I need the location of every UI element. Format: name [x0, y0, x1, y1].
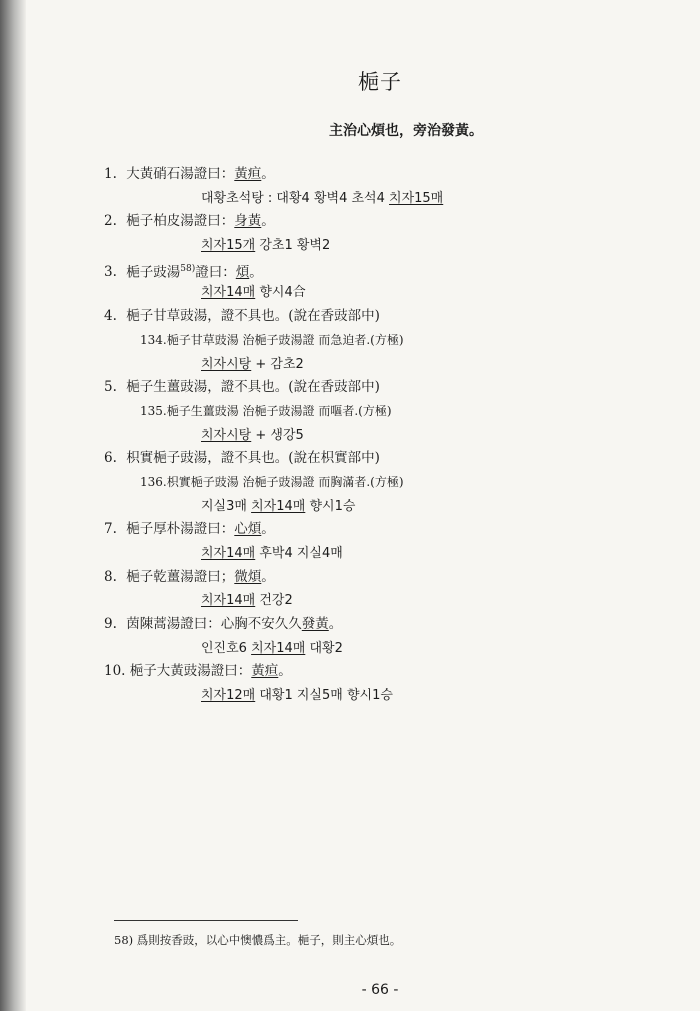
entry-6-prescription: 지실3매 치자14매 향시1승	[201, 498, 356, 514]
entry-6-gardenia-dose: 치자14매	[251, 498, 306, 514]
entry-2-heading: 2. 梔子柏皮湯證曰：身黃。	[104, 213, 275, 230]
page-binding-shadow	[0, 0, 26, 1011]
entry-2-symptom: 身黃	[234, 213, 262, 230]
footnote-ref-58: 58)	[180, 263, 196, 274]
entry-5-prescription: 치자시탕 + 생강5	[201, 427, 304, 443]
entry-9-gardenia-dose: 치자14매	[251, 640, 306, 656]
entry-10-prescription: 치자12매 대황1 지실5매 향시1승	[201, 688, 393, 704]
entry-8-prescription: 치자14매 건강2	[201, 593, 293, 609]
entry-4-prescription: 치자시탕 + 감초2	[201, 356, 304, 372]
entry-9-prescription: 인진호6 치자14매 대황2	[201, 640, 343, 656]
page-number: - 66 -	[361, 982, 399, 998]
entry-4-base-formula: 치자시탕	[201, 356, 252, 372]
entry-7-heading: 7. 梔子厚朴湯證曰：心煩。	[104, 521, 275, 538]
footnote-58: 58) 爲則按香豉，以心中懊憹爲主。梔子，則主心煩也。	[114, 933, 402, 947]
entry-list	[104, 163, 660, 708]
entry-4-formula-note: 134.梔子甘草豉湯 治梔子豉湯證 而急迫者.(方極)	[140, 332, 404, 347]
entry-1-gardenia-dose: 치자15매	[389, 190, 444, 206]
entry-4-heading: 4. 梔子甘草豉湯，證不具也。(說在香豉部中)	[104, 308, 380, 325]
entry-8-heading: 8. 梔子乾薑湯證曰；微煩。	[104, 568, 275, 585]
entry-7-gardenia-dose: 치자14매	[201, 546, 256, 561]
footnote-divider	[114, 920, 298, 921]
page-title: 梔子	[358, 70, 402, 94]
entry-3-symptom: 煩	[235, 264, 250, 281]
entry-5-base-formula: 치자시탕	[201, 427, 252, 443]
entry-1-heading: 1. 大黃硝石湯證曰：黃疸。	[104, 166, 275, 182]
entry-2-prescription: 치자15개 강초1 황벽2	[201, 238, 331, 254]
entry-2-gardenia-dose: 치자15개	[201, 238, 256, 254]
entry-9-heading: 9. 茵陳蒿湯證曰：心胸不安久久發黃。	[104, 616, 343, 633]
entry-7-symptom: 心煩	[234, 521, 262, 538]
entry-1-symptom: 黃疸	[234, 166, 262, 182]
entry-8-gardenia-dose: 치자14매	[201, 593, 256, 609]
entry-8-symptom: 微煩	[234, 568, 262, 585]
entry-6-formula-note: 136.枳實梔子豉湯 治梔子豉湯證 而胸滿者.(方極)	[140, 474, 404, 489]
entry-10-gardenia-dose: 치자12매	[201, 688, 256, 704]
entry-9-symptom: 發黃	[301, 616, 329, 633]
entry-10-symptom: 黃疸	[251, 663, 279, 680]
entry-1-prescription: 대황초석탕 : 대황4 황벽4 초석4 치자15매	[201, 190, 444, 206]
entry-3-gardenia-dose: 치자14매	[201, 285, 256, 301]
entry-10-heading: 10. 梔子大黃豉湯證曰：黃疸。	[104, 663, 292, 680]
entry-5-formula-note: 135.梔子生薑豉湯 治梔子豉湯證 而嘔者.(方極)	[140, 403, 392, 418]
entry-6-heading: 6. 枳實梔子豉湯，證不具也。(說在枳實部中)	[104, 450, 380, 467]
entry-3-prescription: 치자14매 향시4合	[201, 285, 306, 301]
page-subtitle: 主治心煩也，旁治發黃。	[329, 123, 483, 139]
entry-7-prescription: 치자14매 후박4 지실4매	[201, 546, 343, 561]
entry-5-heading: 5. 梔子生薑豉湯，證不具也。(說在香豉部中)	[104, 379, 380, 396]
entry-3-heading: 3. 梔子豉湯$^{58)}$證曰：煩。	[104, 263, 263, 281]
